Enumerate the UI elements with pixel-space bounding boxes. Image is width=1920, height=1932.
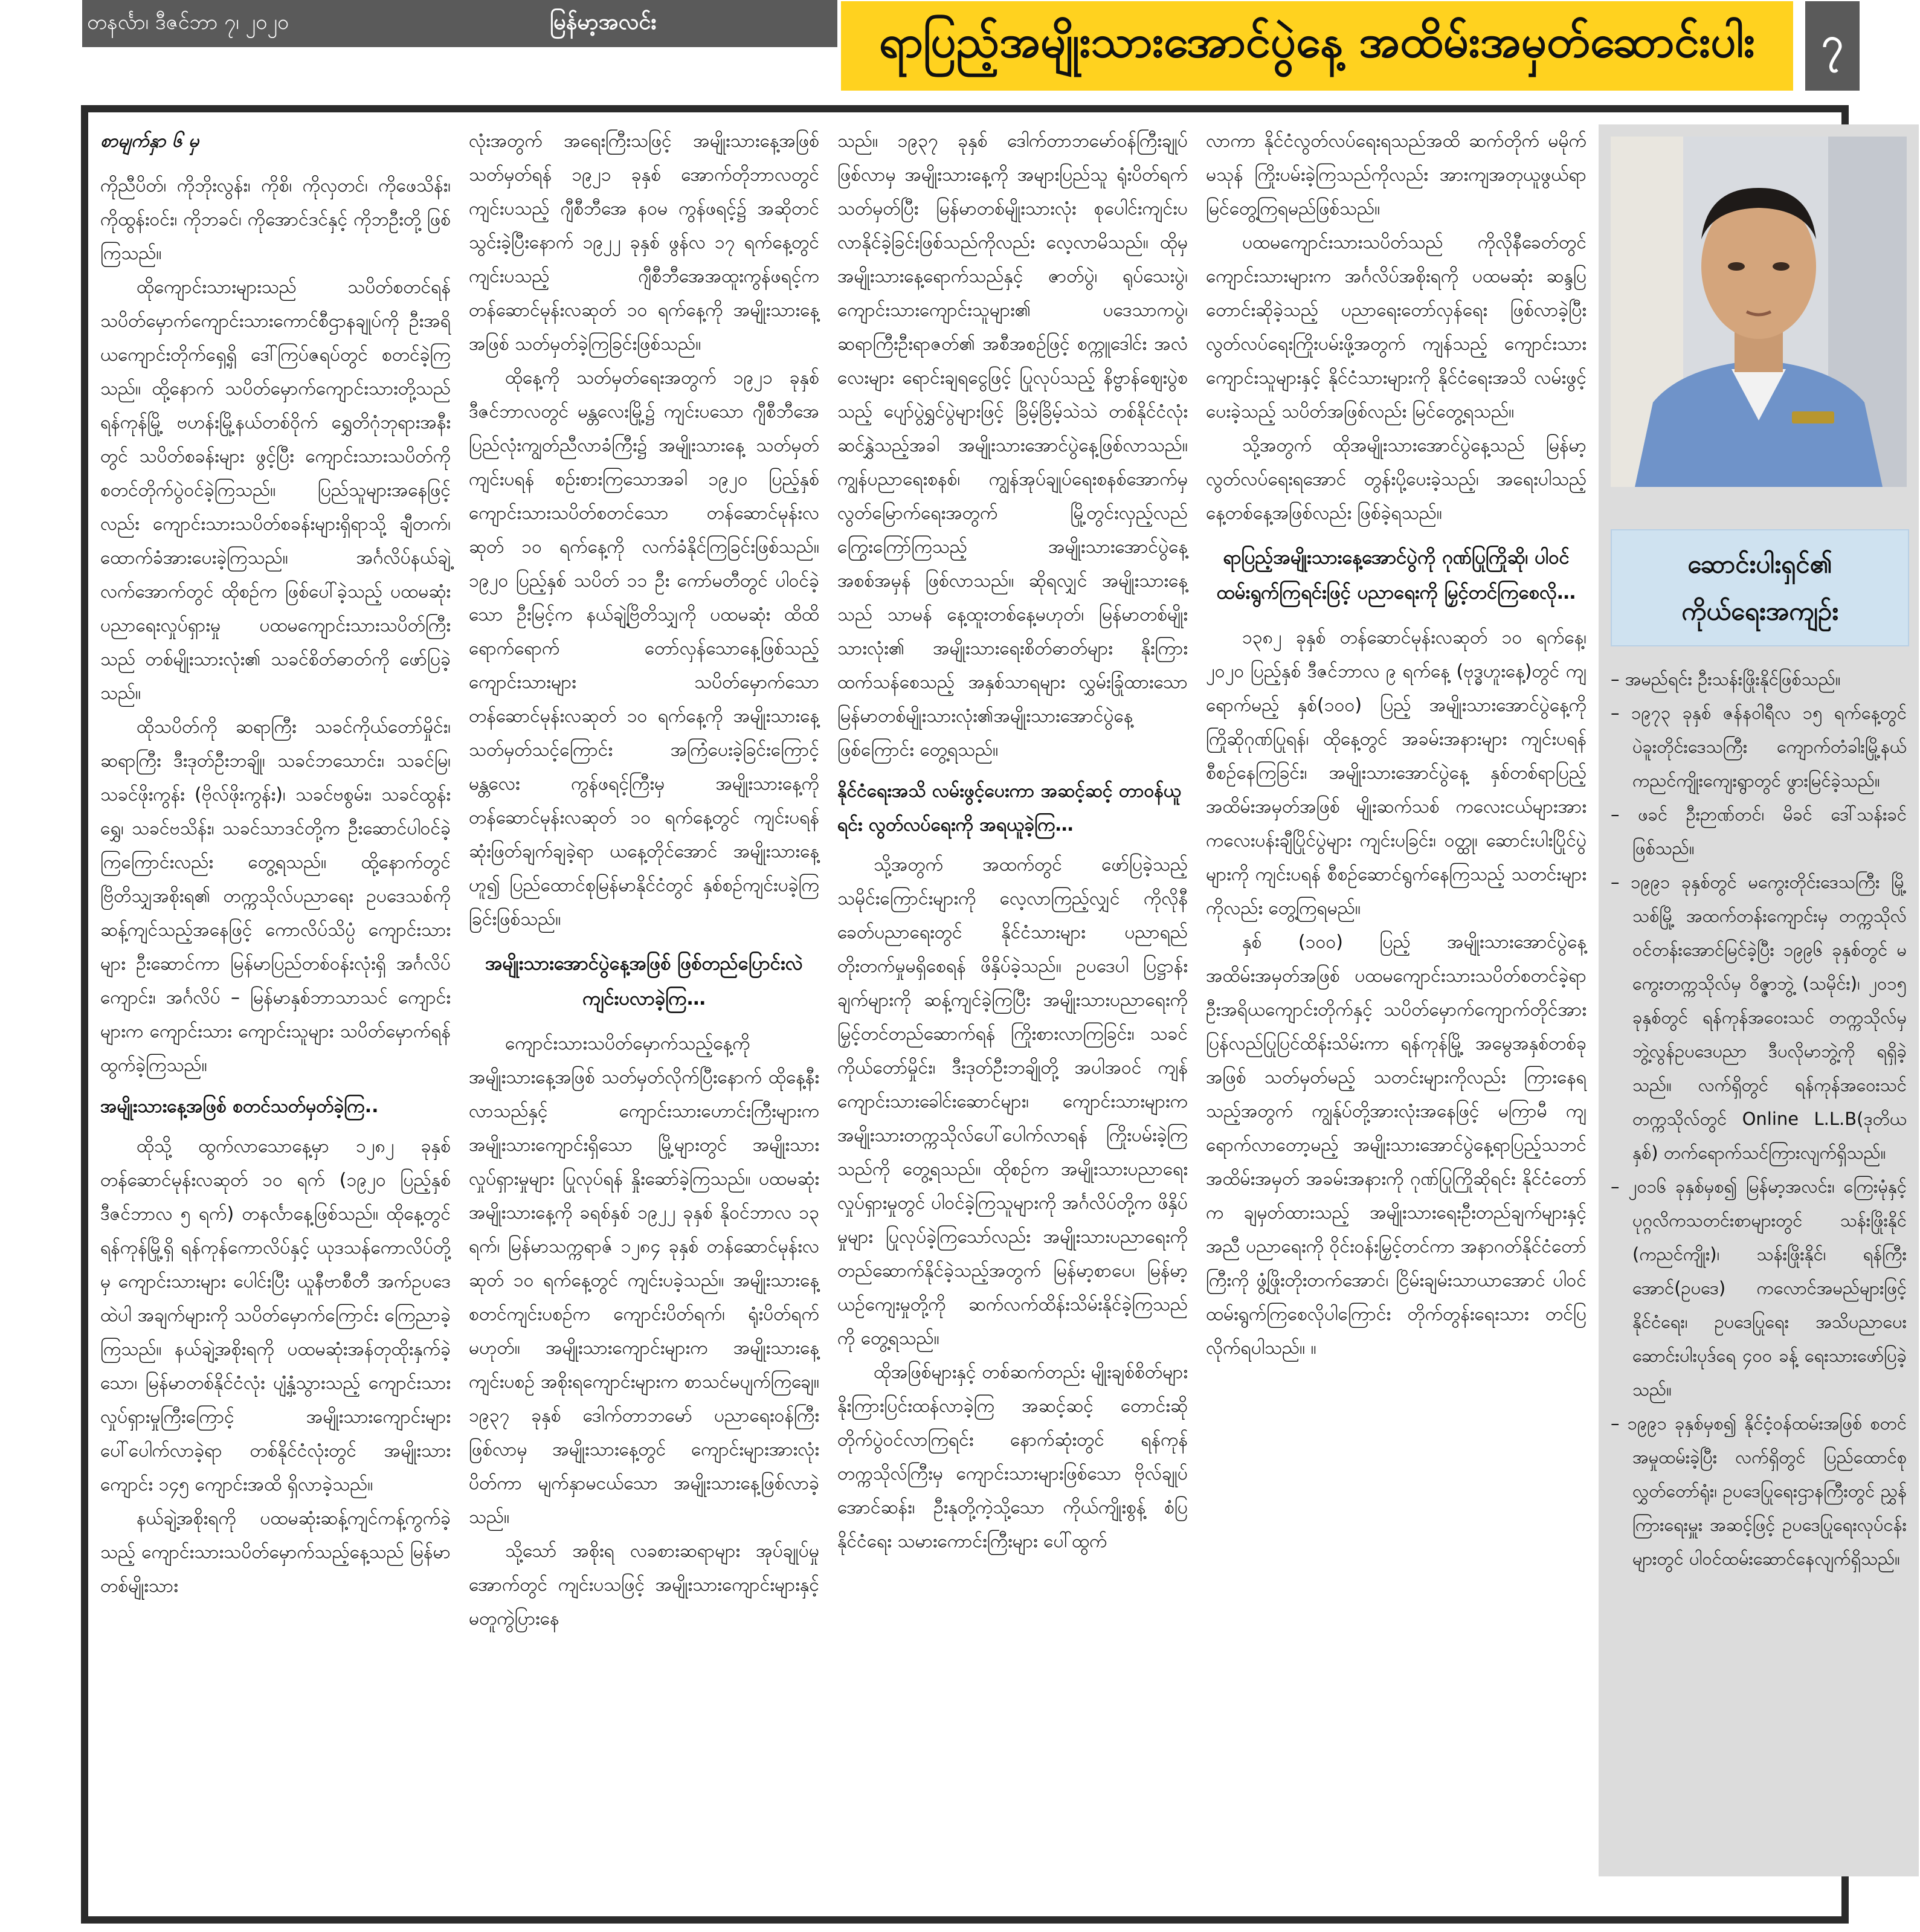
paragraph: သို့အတွက် အထက်တွင် ဖော်ပြခဲ့သည့်သမိုင်းကြောင်းများကို လေ့လာကြည့်လျှင် ကိုလိုနီခေတ်ပညာရေးတွင် နိုင်ငံသားများ ပညာရည်တိုးတက်မှုမရှိစေရန် ဖိနှိပ်ခဲ့သည်။ ဥပဒေပါ ပြဋ္ဌာန်းချက်များကို ဆန့်ကျင်ခဲ့ကြပြီး အမျိုးသားပညာရေးကို မြှင့်တင်တည်ဆောက်ရန် ကြိုးစားလာကြခြင်း၊ သခင်ကိုယ်တော်မှိုင်း၊ ဒီးဒုတ်ဦးဘချိုတို့ အပါအဝင် ကျန်ကျောင်းသားခေါင်းဆောင်များ၊ ကျောင်းသားများက အမျိုးသားတက္ကသိုလ်ပေါ်ပေါက်လာရန် ကြိုးပမ်းခဲ့ကြသည်ကို တွေ့ရသည်။ ထိုစဉ်က အမျိုးသားပညာရေး လှုပ်ရှားမှုတွင် ပါဝင်ခဲ့ကြသူများကို အင်္ဂလိပ်တို့က ဖိနှိပ်မှုများ ပြုလုပ်ခဲ့ကြသော်လည်း အမျိုးသားပညာရေးကို တည်ဆောက်နိုင်ခဲ့သည့်အတွက် မြန်မာ့စာပေ၊ မြန်မာ့ယဉ်ကျေးမှုတို့ကို ဆက်လက်ထိန်းသိမ်းနိုင်ခဲ့ကြသည်ကို တွေ့ရသည်။: [837, 854, 1188, 1349]
continued-from: စာမျက်နှာ ၆ မှ: [100, 130, 199, 152]
bio-item: – အမည်ရင်း ဦးသန်းဖြိုးနိုင်ဖြစ်သည်။: [1611, 662, 1907, 696]
subheading: အမျိုးသားအောင်ပွဲနေ့အဖြစ် ဖြစ်တည်ပြောင်းလဲကျင်းပလာခဲ့ကြ…: [485, 953, 803, 1009]
header-bar: [82, 0, 837, 47]
newspaper-name: မြန်မာ့အလင်း: [550, 10, 657, 34]
article-column-4: [1206, 124, 1587, 1365]
paragraph: ထိုကျောင်းသားများသည် သပိတ်စတင်ရန် သပိတ်မှောက်ကျောင်းသားကောင်စီဌာနချုပ်ကို ဦးအရိယကျောင်းတိုက်ရှေ့ရှိ ဒေါ်ကြပ်ဇရပ်တွင် စတင်ခဲ့ကြသည်။ ထို့နောက် သပိတ်မှောက်ကျောင်းသားတို့သည် ရန်ကုန်မြို့ ဗဟန်းမြို့နယ်တစ်ဝိုက် ရွှေတိဂုံဘုရားအနီးတွင် သပိတ်စခန်းများ ဖွင့်ပြီး ကျောင်းသားသပိတ်ကို စတင်တိုက်ပွဲဝင်ခဲ့ကြသည်။ ပြည်သူများအနေဖြင့်လည်း ကျောင်းသားသပိတ်စခန်းများရှိရာသို့ ချီတက်၊ ထောက်ခံအားပေးခဲ့ကြသည်။ အင်္ဂလိပ်နယ်ချဲ့လက်အောက်တွင် ထိုစဉ်က ဖြစ်ပေါ်ခဲ့သည့် ပထမဆုံး ပညာရေးလှုပ်ရှားမှု ပထမကျောင်းသားသပိတ်ကြီးသည် တစ်မျိုးသားလုံး၏ သခင်စိတ်ဓာတ်ကို ဖော်ပြခဲ့သည်။: [100, 277, 451, 704]
bio-item: – ၁၉၉၁ ခုနှစ်မှစ၍ နိုင်ငံ့ဝန်ထမ်းအဖြစ် စတင် အမှုထမ်းခဲ့ပြီး လက်ရှိတွင် ပြည်ထောင်စုလွှတ်တော်ရုံး၊ ဥပဒေပြုရေးဌာနကြီးတွင် ညွှန်ကြားရေးမှူး အဆင့်ဖြင့် ဥပဒေပြုရေးလုပ်ငန်းများတွင် ပါဝင်ထမ်းဆောင်နေလျက်ရှိသည်။: [1611, 1406, 1907, 1576]
subheading: အမျိုးသားနေ့အဖြစ် စတင်သတ်မှတ်ခဲ့ကြ..: [100, 1096, 379, 1117]
paragraph: လာကာ နိုင်ငံလွတ်လပ်ရေးရသည်အထိ ဆက်တိုက် မမိုက်မသုန် ကြိုးပမ်းခဲ့ကြသည်ကိုလည်း အားကျအတုယူဖွယ်ရာ မြင်တွေ့ကြရမည်ဖြစ်သည်။: [1206, 130, 1587, 219]
paragraph: ထိုနေ့ကို သတ်မှတ်ရေးအတွက် ၁၉၂၁ ခုနှစ် ဒီဇင်ဘာလတွင် မန္တလေးမြို့၌ ကျင်းပသော ဂျီစီဘီအေပြည်လုံးကျွတ်ညီလာခံကြီး၌ အမျိုးသားနေ့ သတ်မှတ်ကျင်းပရန် စဉ်းစားကြသောအခါ ၁၉၂၀ ပြည့်နှစ် ကျောင်းသားသပိတ်စတင်သော တန်ဆောင်မုန်းလဆုတ် ၁၀ ရက်နေ့ကို လက်ခံနိုင်ကြခြင်းဖြစ်သည်။ ၁၉၂၀ ပြည့်နှစ် သပိတ် ၁၁ ဦး ကော်မတီတွင် ပါဝင်ခဲ့သော ဦးမြင့်က နယ်ချဲ့ဗြိတိသျှကို ပထမဆုံး ထိထိရောက်ရောက် တော်လှန်သောနေ့ဖြစ်သည့် ကျောင်းသားများ သပိတ်မှောက်သော တန်ဆောင်မုန်းလဆုတ် ၁၀ ရက်နေ့ကို အမျိုးသားနေ့ သတ်မှတ်သင့်ကြောင်း အကြံပေးခဲ့ခြင်းကြောင့် မန္တလေး ကွန်ဖရင့်ကြီးမှ အမျိုးသားနေ့ကို တန်ဆောင်မုန်းလဆုတ် ၁၀ ရက်နေ့တွင် ကျင်းပရန် ဆုံးဖြတ်ချက်ချခဲ့ရာ ယနေ့တိုင်အောင် အမျိုးသားနေ့ဟူ၍ ပြည်ထောင်စုမြန်မာနိုင်ငံတွင် နှစ်စဉ်ကျင်းပခဲ့ကြခြင်းဖြစ်သည်။: [469, 367, 819, 930]
author-bio-heading: [1611, 529, 1909, 646]
page-title: ရာပြည့်အမျိုးသားအောင်ပွဲနေ့ အထိမ်းအမှတ်ဆောင်းပါး: [841, 1, 1793, 91]
page-number: ၇: [1805, 1, 1860, 91]
author-photo: [1611, 137, 1907, 487]
bio-item: – ၂၀၁၆ ခုနှစ်မှစ၍ မြန်မာ့အလင်း၊ ကြေးမုံနှင့် ပုဂ္ဂလိကသတင်းစာများတွင် သန်းဖြိုးနိုင် (ကညင်ကျိုး)၊ သန်းဖြိုးနိုင်၊ ရန်ကြီးအောင်(ဥပဒေ) ကလောင်အမည်များဖြင့် နိုင်ငံရေး၊ ဥပဒေပြုရေး အသိပညာပေးဆောင်းပါးပုဒ်ရေ ၄၀၀ ခန့် ရေးသားဖော်ပြခဲ့သည်။: [1611, 1170, 1907, 1406]
subheading: နိုင်ငံရေးအသိ လမ်းဖွင့်ပေးကာ အဆင့်ဆင့် တာဝန်ယူရင်း လွတ်လပ်ရေးကို အရယူခဲ့ကြ…: [837, 781, 1182, 836]
paragraph: ပထမကျောင်းသားသပိတ်သည် ကိုလိုနီခေတ်တွင် ကျောင်းသားများက အင်္ဂလိပ်အစိုးရကို ပထမဆုံး ဆန္ဒပြတောင်းဆိုခဲ့သည့် ပညာရေးတော်လှန်ရေး ဖြစ်လာခဲ့ပြီး လွတ်လပ်ရေးကြိုးပမ်းဖို့အတွက် ကျန်သည့် ကျောင်းသား ကျောင်းသူများနှင့် နိုင်ငံသားများကို နိုင်ငံရေးအသိ လမ်းဖွင့်ပေးခဲ့သည့် သပိတ်အဖြစ်လည်း မြင်တွေ့ရသည်။: [1206, 232, 1587, 422]
bio-item: – ၁၉၇၃ ခုနှစ် ဇန်နဝါရီလ ၁၅ ရက်နေ့တွင် ပဲခူးတိုင်းဒေသကြီး ကျောက်တံခါးမြို့နယ် ကညင်ကျိုးကျေးရွာတွင် ဖွားမြင်ခဲ့သည်။: [1611, 696, 1907, 797]
author-bio-heading-line2: ကိုယ်ရေးအကျဉ်း: [1681, 596, 1838, 626]
paragraph: ထိုသပိတ်ကို ဆရာကြီး သခင်ကိုယ်တော်မှိုင်း၊ ဆရာကြီး ဒီးဒုတ်ဦးဘချို၊ သခင်ဘသောင်း၊ သခင်မြ၊ သခင်ဖိုးကွန်း (ဗိုလ်ဖိုးကွန်း)၊ သခင်ဗစွမ်း၊ သခင်ထွန်းရွှေ၊ သခင်ဗသိန်း၊ သခင်သာဒင်တို့က ဦးဆောင်ပါဝင်ခဲ့ကြကြောင်းလည်း တွေ့ရသည်။ ထို့နောက်တွင် ဗြိတိသျှအစိုးရ၏ တက္ကသိုလ်ပညာရေး ဥပဒေသစ်ကို ဆန့်ကျင်သည့်အနေဖြင့် ကောလိပ်သိပ္ပံ ကျောင်းသားများ ဦးဆောင်ကာ မြန်မာပြည်တစ်ဝန်းလုံးရှိ အင်္ဂလိပ်ကျောင်း၊ အင်္ဂလိပ် – မြန်မာနှစ်ဘာသာသင် ကျောင်းများက ကျောင်းသား ကျောင်းသူများ သပိတ်မှောက်ရန် ထွက်ခဲ့ကြသည်။: [100, 716, 451, 1076]
article-column-3: [837, 124, 1188, 1559]
paragraph: လုံးအတွက် အရေးကြီးသဖြင့် အမျိုးသားနေ့အဖြစ်သတ်မှတ်ရန် ၁၉၂၁ ခုနှစ် အောက်တိုဘာလတွင် ကျင်းပသည့် ဂျီစီဘီအေ နဝမ ကွန်ဖရင့်၌ အဆိုတင်သွင်းခဲ့ပြီးနောက် ၁၉၂၂ ခုနှစ် ဖွန်လ ၁၇ ရက်နေ့တွင် ကျင်းပသည့် ဂျီစီဘီအေအထူးကွန်ဖရင့်က တန်ဆောင်မုန်းလဆုတ် ၁၀ ရက်နေ့ကို အမျိုးသားနေ့အဖြစ် သတ်မှတ်ခဲ့ကြခြင်းဖြစ်သည်။: [469, 130, 819, 355]
article-frame: [81, 105, 1907, 1924]
paragraph: နှစ် (၁၀၀) ပြည့် အမျိုးသားအောင်ပွဲနေ့ အထိမ်းအမှတ်အဖြစ် ပထမကျောင်းသားသပိတ်စတင်ခဲ့ရာ ဦးအရိယကျောင်းတိုက်နှင့် သပိတ်မှောက်ကျောက်တိုင်အား ပြန်လည်ပြုပြင်ထိန်းသိမ်းကာ ရန်ကုန်မြို့ အမွေအနှစ်တစ်ခုအဖြစ် သတ်မှတ်မည့် သတင်းများကိုလည်း ကြားနေရသည့်အတွက် ကျွန်ုပ်တို့အားလုံးအနေဖြင့် မကြာမီ ကျရောက်လာတော့မည့် အမျိုးသားအောင်ပွဲနေ့ရာပြည့်သဘင် အထိမ်းအမှတ် အခမ်းအနားကို ဂုဏ်ပြုကြိုဆိုရင်း နိုင်ငံတော်က ချမှတ်ထားသည့် အမျိုးသားရေးဦးတည်ချက်များနှင့်အညီ ပညာရေးကို ဝိုင်းဝန်းမြှင့်တင်ကာ အနာဂတ်နိုင်ငံတော်ကြီးကို ဖွံ့ဖြိုးတိုးတက်အောင်၊ ငြိမ်းချမ်းသာယာအောင် ပါဝင်ထမ်းရွက်ကြစေလိုပါကြောင်း တိုက်တွန်းရေးသား တင်ပြလိုက်ရပါသည်။ ။: [1206, 932, 1587, 1359]
author-portrait-image: [1611, 137, 1907, 487]
paragraph: ကိုညီပိတ်၊ ကိုဘိုးလွန်း၊ ကိုစိ၊ ကိုလှတင်၊ ကိုဖေသိန်း၊ ကိုထွန်းဝင်း၊ ကိုဘခင်၊ ကိုအောင်ဒင်နှင့် ကိုဘဦးတို့ ဖြစ်ကြသည်။: [100, 175, 451, 264]
subheading: ရာပြည့်အမျိုးသားနေ့အောင်ပွဲကို ဂုဏ်ပြုကြိုဆို၊ ပါဝင်ထမ်းရွက်ကြရင်းဖြင့် ပညာရေးကို မြှင့်တင်ကြစေလို…: [1216, 547, 1576, 604]
paragraph: သည်။ ၁၉၃၇ ခုနှစ် ဒေါက်တာဘမော်ဝန်ကြီးချုပ်ဖြစ်လာမှ အမျိုးသားနေ့ကို အများပြည်သူ ရုံးပိတ်ရက်သတ်မှတ်ပြီး မြန်မာတစ်မျိုးသားလုံး စုပေါင်းကျင်းပလာနိုင်ခဲ့ခြင်းဖြစ်သည်ကိုလည်း လေ့လာမိသည်။ ထိုမှ အမျိုးသားနေ့ရောက်သည်နှင့် ဇာတ်ပွဲ၊ ရုပ်သေးပွဲ၊ ကျောင်းသားကျောင်းသူများ၏ ပဒေသာကပွဲ၊ ဆရာကြီးဦးရာဇတ်၏ အစီအစဉ်ဖြင့် စက္ကူဒေါင်း အလံလေးများ ရောင်းချရငွေဖြင့် ပြုလုပ်သည့် နိဗ္ဗာန်ဈေးပွဲစသည့် ပျော်ပွဲရွှင်ပွဲများဖြင့် ခြိမ့်ခြိမ့်သဲသဲ တစ်နိုင်ငံလုံး ဆင်နွှဲသည့်အခါ အမျိုးသားအောင်ပွဲနေ့ဖြစ်လာသည်။ ကျွန်ပညာရေးစနစ်၊ ကျွန်အုပ်ချုပ်ရေးစနစ်အောက်မှ လွတ်မြောက်ရေးအတွက် မြို့တွင်းလှည့်လည်ကြွေးကြော်ကြသည့် အမျိုးသားအောင်ပွဲနေ့ အစစ်အမှန် ဖြစ်လာသည်။ ဆိုရလျှင် အမျိုးသားနေ့သည် သာမန် နေ့ထူးတစ်နေ့မဟုတ်၊ မြန်မာတစ်မျိုးသားလုံး၏ အမျိုးသားရေးစိတ်ဓာတ်များ နိုးကြားထက်သန်စေသည့် အနှစ်သာရများ လွှမ်းခြုံထားသော မြန်မာတစ်မျိုးသားလုံး၏အမျိုးသားအောင်ပွဲနေ့ဖြစ်ကြောင်း တွေ့ရသည်။: [837, 130, 1188, 761]
paragraph: သို့သော် အစိုးရ လခစားဆရာများ အုပ်ချုပ်မှုအောက်တွင် ကျင်းပသဖြင့် အမျိုးသားကျောင်းများနှင့် မတူကွဲပြားနေ: [469, 1541, 819, 1629]
author-bio-heading-line1: ဆောင်းပါးရှင်၏: [1687, 549, 1832, 579]
article-column-2: [469, 124, 819, 1636]
author-bio-sidebar: [1599, 124, 1919, 1876]
bio-item: – ဖခင် ဦးဉာဏ်တင်၊ မိခင် ဒေါ်သန်းခင်ဖြစ်သည်။: [1611, 797, 1907, 865]
paragraph: ကျောင်းသားသပိတ်မှောက်သည့်နေ့ကို အမျိုးသားနေ့အဖြစ် သတ်မှတ်လိုက်ပြီးနောက် ထိုနေ့နီးလာသည်နှင့် ကျောင်းသားဟောင်းကြီးများက အမျိုးသားကျောင်းရှိသော မြို့များတွင် အမျိုးသားလှုပ်ရှားမှုများ ပြုလုပ်ရန် နှိုးဆော်ခဲ့ကြသည်။ ပထမဆုံး အမျိုးသားနေ့ကို ခရစ်နှစ် ၁၉၂၂ ခုနှစ် နိုဝင်ဘာလ ၁၃ ရက်၊ မြန်မာသက္ကရာဇ် ၁၂၈၄ ခုနှစ် တန်ဆောင်မုန်းလဆုတ် ၁၀ ရက်နေ့တွင် ကျင်းပခဲ့သည်။ အမျိုးသားနေ့ စတင်ကျင်းပစဉ်က ကျောင်းပိတ်ရက်၊ ရုံးပိတ်ရက်မဟုတ်။ အမျိုးသားကျောင်းများက အမျိုးသားနေ့ကျင်းပစဉ် အစိုးရကျောင်းများက စာသင်မပျက်ကြချေ။ ၁၉၃၇ ခုနှစ် ဒေါက်တာဘမော် ပညာရေးဝန်ကြီးဖြစ်လာမှ အမျိုးသားနေ့တွင် ကျောင်းများအားလုံး ပိတ်ကာ မျက်နှာမငယ်သော အမျိုးသားနေ့ဖြစ်လာခဲ့သည်။: [469, 1033, 819, 1528]
issue-date: တနင်္လာ၊ ဒီဇင်ဘာ ၇၊ ၂၀၂၀: [87, 10, 289, 34]
paragraph: ၁၃၈၂ ခုနှစ် တန်ဆောင်မုန်းလဆုတ် ၁၀ ရက်နေ့၊ ၂၀၂၀ ပြည့်နှစ် ဒီဇင်ဘာလ ၉ ရက်နေ့ (ဗုဒ္ဓဟူးနေ့)တွင် ကျရောက်မည့် နှစ်(၁၀၀) ပြည့် အမျိုးသားအောင်ပွဲနေ့ကို ကြိုဆိုဂုဏ်ပြုရန်၊ ထိုနေ့တွင် အခမ်းအနားများ ကျင်းပရန် စီစဉ်နေကြခြင်း၊ အမျိုးသားအောင်ပွဲနေ့ နှစ်တစ်ရာပြည့် အထိမ်းအမှတ်အဖြစ် မျိုးဆက်သစ် ကလေးငယ်များအား ကလေးပန်းချီပြိုင်ပွဲများ ကျင်းပခြင်း၊ ဝတ္ထု၊ ဆောင်းပါးပြိုင်ပွဲများကို ကျင်းပရန် စီစဉ်ဆောင်ရွက်နေကြသည့် သတင်းများကိုလည်း တွေ့ကြရမည်။: [1206, 627, 1587, 919]
paragraph: နယ်ချဲ့အစိုးရကို ပထမဆုံးဆန့်ကျင်ကန့်ကွက်ခဲ့သည့် ကျောင်းသားသပိတ်မှောက်သည့်နေ့သည် မြန်မာတစ်မျိုးသား: [100, 1508, 451, 1597]
paragraph: ထိုအဖြစ်များနှင့် တစ်ဆက်တည်း မျိုးချစ်စိတ်များ နိုးကြားပြင်းထန်လာခဲ့ကြ အဆင့်ဆင့် တောင်းဆိုတိုက်ပွဲဝင်လာကြရင်း နောက်ဆုံးတွင် ရန်ကုန်တက္ကသိုလ်ကြီးမှ ကျောင်းသားများဖြစ်သော ဗိုလ်ချုပ်အောင်ဆန်း၊ ဦးနုတို့ကဲ့သို့သော ကိုယ်ကျိုးစွန့် စံပြနိုင်ငံရေး သမားကောင်းကြီးများ ပေါ်ထွက်: [837, 1362, 1188, 1552]
paragraph: သို့အတွက် ထိုအမျိုးသားအောင်ပွဲနေ့သည် မြန်မာ့လွတ်လပ်ရေးရအောင် တွန်းပို့ပေးခဲ့သည့်၊ အရေးပါသည့် နေ့တစ်နေ့အဖြစ်လည်း ဖြစ်ခဲ့ရသည်။: [1206, 435, 1587, 524]
author-bio-list: [1611, 662, 1907, 1576]
article-column-1: [100, 124, 451, 1603]
paragraph: ထိုသို့ ထွက်လာသောနေ့မှာ ၁၂၈၂ ခုနှစ် တန်ဆောင်မုန်းလဆုတ် ၁၀ ရက် (၁၉၂၀ ပြည့်နှစ် ဒီဇင်ဘာလ ၅ ရက်) တနင်္လာနေ့ဖြစ်သည်။ ထိုနေ့တွင် ရန်ကုန်မြို့ရှိ ရန်ကုန်ကောလိပ်နှင့် ယုဒသန်ကောလိပ်တို့မှ ကျောင်းသားများ ပေါင်းပြီး ယူနီဗာစီတီ အက်ဥပဒေထဲပါ အချက်များကို သပိတ်မှောက်ကြောင်း ကြေညာခဲ့ကြသည်။ နယ်ချဲ့အစိုးရကို ပထမဆုံးအန်တုထိုးနှက်ခဲ့သော၊ မြန်မာတစ်နိုင်ငံလုံး ပျံ့နှံ့သွားသည့် ကျောင်းသား လှုပ်ရှားမှုကြီးကြောင့် အမျိုးသားကျောင်းများ ပေါ်ပေါက်လာခဲ့ရာ တစ်နိုင်ငံလုံးတွင် အမျိုးသားကျောင်း ၁၄၅ ကျောင်းအထိ ရှိလာခဲ့သည်။: [100, 1136, 451, 1495]
bio-item: – ၁၉၉၁ ခုနှစ်တွင် မကွေးတိုင်းဒေသကြီး မြို့သစ်မြို့ အထက်တန်းကျောင်းမှ တက္ကသိုလ်ဝင်တန်းအောင်မြင်ခဲ့ပြီး ၁၉၉၆ ခုနှစ်တွင် မကွေးတက္ကသိုလ်မှ ဝိဇ္ဇာဘွဲ့ (သမိုင်း)၊ ၂၀၁၅ ခုနှစ်တွင် ရန်ကုန်အဝေးသင် တက္ကသိုလ်မှ ဘွဲ့လွန်ဥပဒေပညာ ဒီပလိုမာဘွဲ့ကို ရရှိခဲ့သည်။ လက်ရှိတွင် ရန်ကုန်အဝေးသင်တက္ကသိုလ်တွင် Online L.L.B(ဒုတိယနှစ်) တက်ရောက်သင်ကြားလျက်ရှိသည်။: [1611, 865, 1907, 1170]
